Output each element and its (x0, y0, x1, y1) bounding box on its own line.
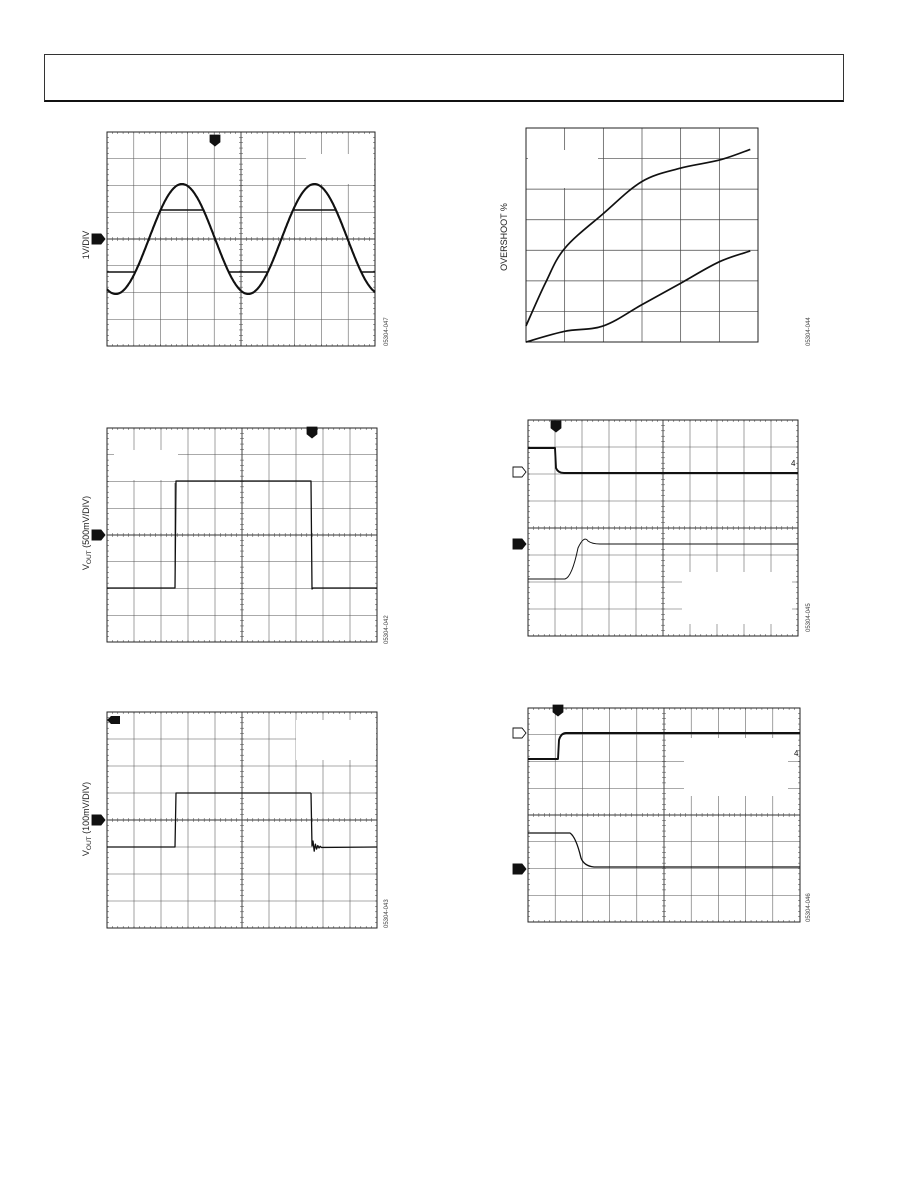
y-axis-label-main: V (81, 564, 91, 571)
figure-large-step-scope (78, 424, 396, 656)
y-axis-label: OVERSHOOT % (499, 203, 509, 271)
y-axis-label-sub: OUT (86, 550, 93, 565)
y-axis-label-main: V (81, 850, 91, 857)
y-axis-label-rest: (500mV/DIV) (81, 495, 91, 551)
channel-1-ground-marker (513, 539, 526, 549)
channel-4-ground-marker (513, 728, 526, 738)
legend-mask-box (306, 154, 374, 184)
y-axis-label-sub: OUT (86, 836, 93, 851)
figure-code: 05304-043 (384, 899, 390, 928)
figure-small-step-scope (78, 708, 396, 940)
y-axis-label-rest: (100mV/DIV) (81, 781, 91, 837)
trigger-position-marker (551, 421, 561, 432)
legend-mask-box (114, 450, 178, 480)
y-axis-label (81, 782, 93, 856)
channel-1-ground-marker (92, 815, 105, 825)
legend-mask-box (682, 572, 792, 624)
figure-code: 05304-045 (806, 603, 812, 632)
trace-small-step-falling (311, 793, 377, 851)
figure-transient-1-scope (508, 420, 820, 644)
channel-4-ground-marker (513, 467, 526, 477)
channel-4-label: 4 (794, 749, 799, 758)
legend-mask-box (528, 150, 598, 188)
channel-4-label: 4 (791, 459, 796, 468)
legend-mask-box (296, 720, 376, 760)
trigger-position-marker (210, 135, 220, 146)
trigger-position-marker (307, 427, 317, 438)
figure-code: 05304-047 (384, 317, 390, 346)
figure-code: 05304-046 (806, 893, 812, 922)
series-line-2 (526, 251, 750, 342)
figure-sine-scope (78, 128, 396, 360)
y-axis-label (81, 496, 93, 570)
figure-transient-2-scope (508, 704, 820, 932)
channel-1-ground-marker (513, 864, 526, 874)
y-axis-label: 1V/DIV (81, 230, 91, 260)
figure-code: 05304-044 (806, 317, 812, 346)
channel-1-ground-marker (92, 234, 105, 244)
figure-code: 05304-042 (384, 615, 390, 644)
legend-mask-box (684, 738, 788, 796)
page-header-box (44, 54, 844, 102)
trigger-position-marker (553, 705, 563, 716)
channel-1-ground-marker (92, 530, 105, 540)
figure-overshoot-chart (490, 124, 820, 354)
